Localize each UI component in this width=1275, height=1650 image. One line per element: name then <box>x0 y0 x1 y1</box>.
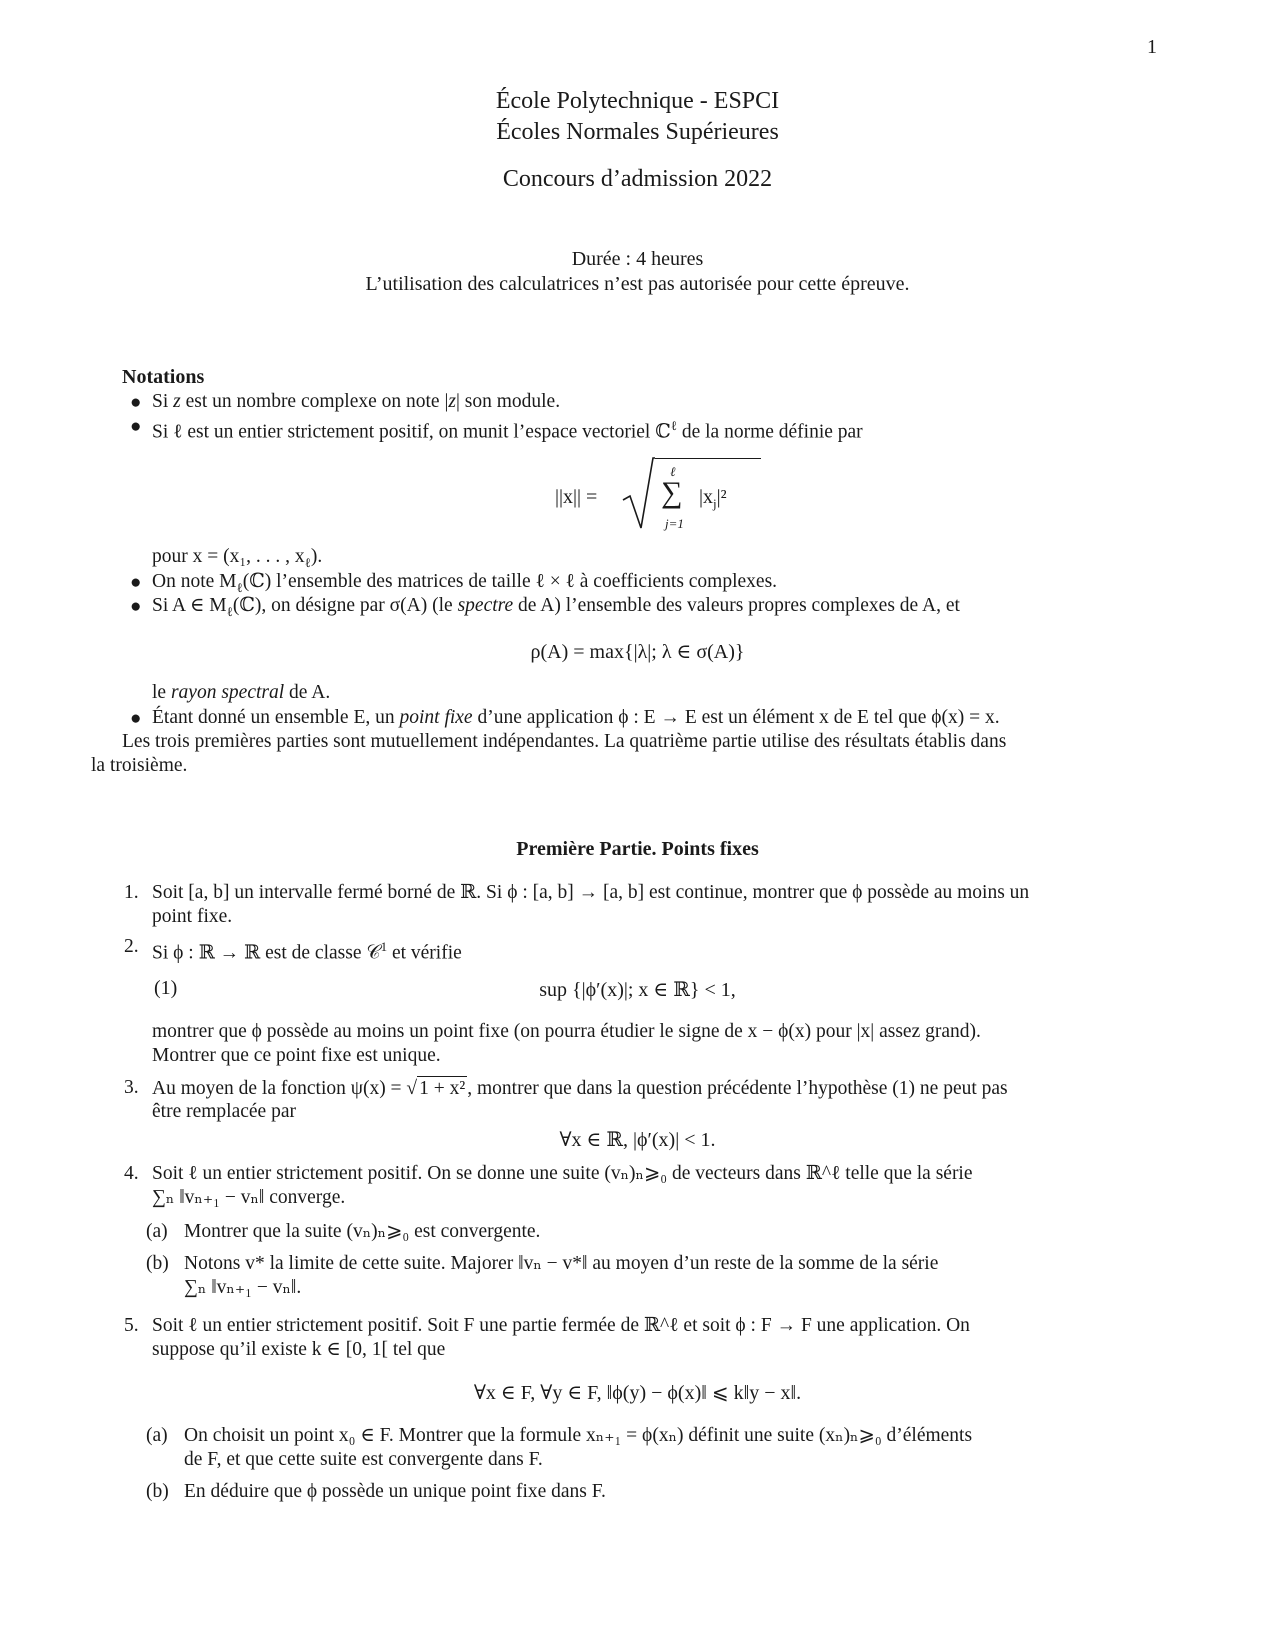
notations-title: Notations <box>122 366 205 388</box>
rho-equation: ρ(A) = max{|λ|; λ ∈ σ(A)} <box>530 641 745 663</box>
bullet-icon: ● <box>130 416 142 437</box>
header-line2: Écoles Normales Supérieures <box>496 119 779 145</box>
q3-number: 3. <box>124 1077 139 1098</box>
q2-line1: Si ϕ : ℝ → ℝ est de classe 𝒞$^1$ et vérifie <box>152 939 462 964</box>
bullet-icon: ● <box>130 572 142 593</box>
q5a-line2: de F, et que cette suite est convergente dans F. <box>184 1449 543 1470</box>
q3-equation: ∀x ∈ ℝ, |ϕ′(x)| < 1. <box>559 1129 716 1151</box>
header-line3: Concours d’admission 2022 <box>502 166 773 192</box>
q2-equation: sup {|ϕ′(x)|; x ∈ ℝ} < 1, <box>539 979 736 1001</box>
q3-line1: Au moyen de la fonction ψ(x) = √ 1 + x² , montrer que dans la question précédente l’hypothèse (1) ne peut pas <box>152 1078 1008 1099</box>
q5b-label: (b) <box>146 1481 169 1502</box>
q4a-label: (a) <box>146 1221 168 1242</box>
bullet-icon: ● <box>130 596 142 617</box>
header-line1: École Polytechnique - ESPCI <box>495 88 780 114</box>
q5a-line1: On choisit un point x₀ ∈ F. Montrer que la formule xₙ₊₁ = ϕ(xₙ) définit une suite (xₙ)ₙ⩾₀ d’éléments <box>184 1425 973 1446</box>
intro-para-line1: Les trois premières parties sont mutuellement indépendantes. La quatrième partie utilise des résultats établis dans <box>122 731 1007 752</box>
q5-equation: ∀x ∈ F, ∀y ∈ F, ‖ϕ(y) − ϕ(x)‖ ⩽ k‖y − x‖. <box>473 1382 802 1404</box>
q1-number: 1. <box>124 882 139 903</box>
bullet-icon: ● <box>130 392 142 413</box>
section-title: Première Partie. Points fixes <box>516 838 759 860</box>
q4b-line1: Notons v* la limite de cette suite. Majorer ‖vₙ − v*‖ au moyen d’un reste de la somme de la série <box>184 1253 939 1274</box>
notation-modulus: Si z est un nombre complexe on note |z| son module. <box>152 391 561 412</box>
q4a-text: Montrer que la suite (vₙ)ₙ⩾₀ est convergente. <box>184 1221 541 1242</box>
notation-point-fixe: Étant donné un ensemble E, un point fixe d’une application ϕ : E → E est un élément x de E tel que ϕ(x) = x. <box>152 707 1000 728</box>
duration: Durée : 4 heures <box>571 248 704 270</box>
bullet-icon: ● <box>130 708 142 729</box>
sum-term: $|x_j|^2$ <box>699 486 727 511</box>
q2-line3: Montrer que ce point fixe est unique. <box>152 1045 441 1066</box>
q5a-label: (a) <box>146 1425 168 1446</box>
sum-bottom: j=1 <box>665 516 684 531</box>
q4b-line2: ∑ₙ ‖vₙ₊₁ − vₙ‖. <box>184 1277 302 1298</box>
q5-line2: suppose qu’il existe k ∈ [0, 1[ tel que <box>152 1339 446 1360</box>
sum-top: ℓ <box>670 464 676 479</box>
q4b-label: (b) <box>146 1253 169 1274</box>
q1-line1: Soit [a, b] un intervalle fermé borné de ℝ. Si ϕ : [a, b] → [a, b] est continue, montrer que ϕ possède au moins un <box>152 882 1030 903</box>
q3-line2: être remplacée par <box>152 1101 296 1122</box>
notation-spectre: Si A ∈ $M_\ell(ℂ)$, on désigne par σ(A) (le spectre de A) l’ensemble des valeurs propres complexes de A, et <box>152 595 960 619</box>
q4-line2: ∑ₙ ‖vₙ₊₁ − vₙ‖ converge. <box>152 1187 346 1208</box>
q2-number: 2. <box>124 936 139 957</box>
notation-matrices: On note $M_\ell(ℂ)$ l’ensemble des matrices de taille ℓ × ℓ à coefficients complexes. <box>152 571 778 595</box>
q2-line2: montrer que ϕ possède au moins un point fixe (on pourra étudier le signe de x − ϕ(x) pour |x| assez grand). <box>152 1021 981 1042</box>
intro-para-line2: la troisième. <box>91 755 188 776</box>
q5-number: 5. <box>124 1315 139 1336</box>
sum-sign: ∑ <box>661 476 683 509</box>
notation-norm: Si ℓ est un entier strictement positif, on munit l’espace vectoriel ℂ$^\ell$ de la norme définie par <box>152 418 863 443</box>
q4-number: 4. <box>124 1163 139 1184</box>
q2-eq-label: (1) <box>154 977 178 999</box>
sqrt-sign-icon <box>621 456 655 534</box>
q5-line1: Soit ℓ un entier strictement positif. Soit F une partie fermée de ℝ^ℓ et soit ϕ : F → F une application. On <box>152 1315 970 1336</box>
q1-line2: point fixe. <box>152 906 233 927</box>
norm-lhs: ||x|| = <box>555 486 598 508</box>
q5b-text: En déduire que ϕ possède un unique point fixe dans F. <box>184 1481 606 1502</box>
rayon-spectral: le rayon spectral de A. <box>152 682 331 703</box>
pour-x: pour x = (x₁, . . . , $x_\ell$). <box>152 546 323 570</box>
page-number: 1 <box>1147 36 1157 58</box>
calculators-note: L’utilisation des calculatrices n’est pas autorisée pour cette épreuve. <box>365 273 910 295</box>
q4-line1: Soit ℓ un entier strictement positif. On se donne une suite (vₙ)ₙ⩾₀ de vecteurs dans ℝ^ℓ telle que la série <box>152 1163 973 1184</box>
